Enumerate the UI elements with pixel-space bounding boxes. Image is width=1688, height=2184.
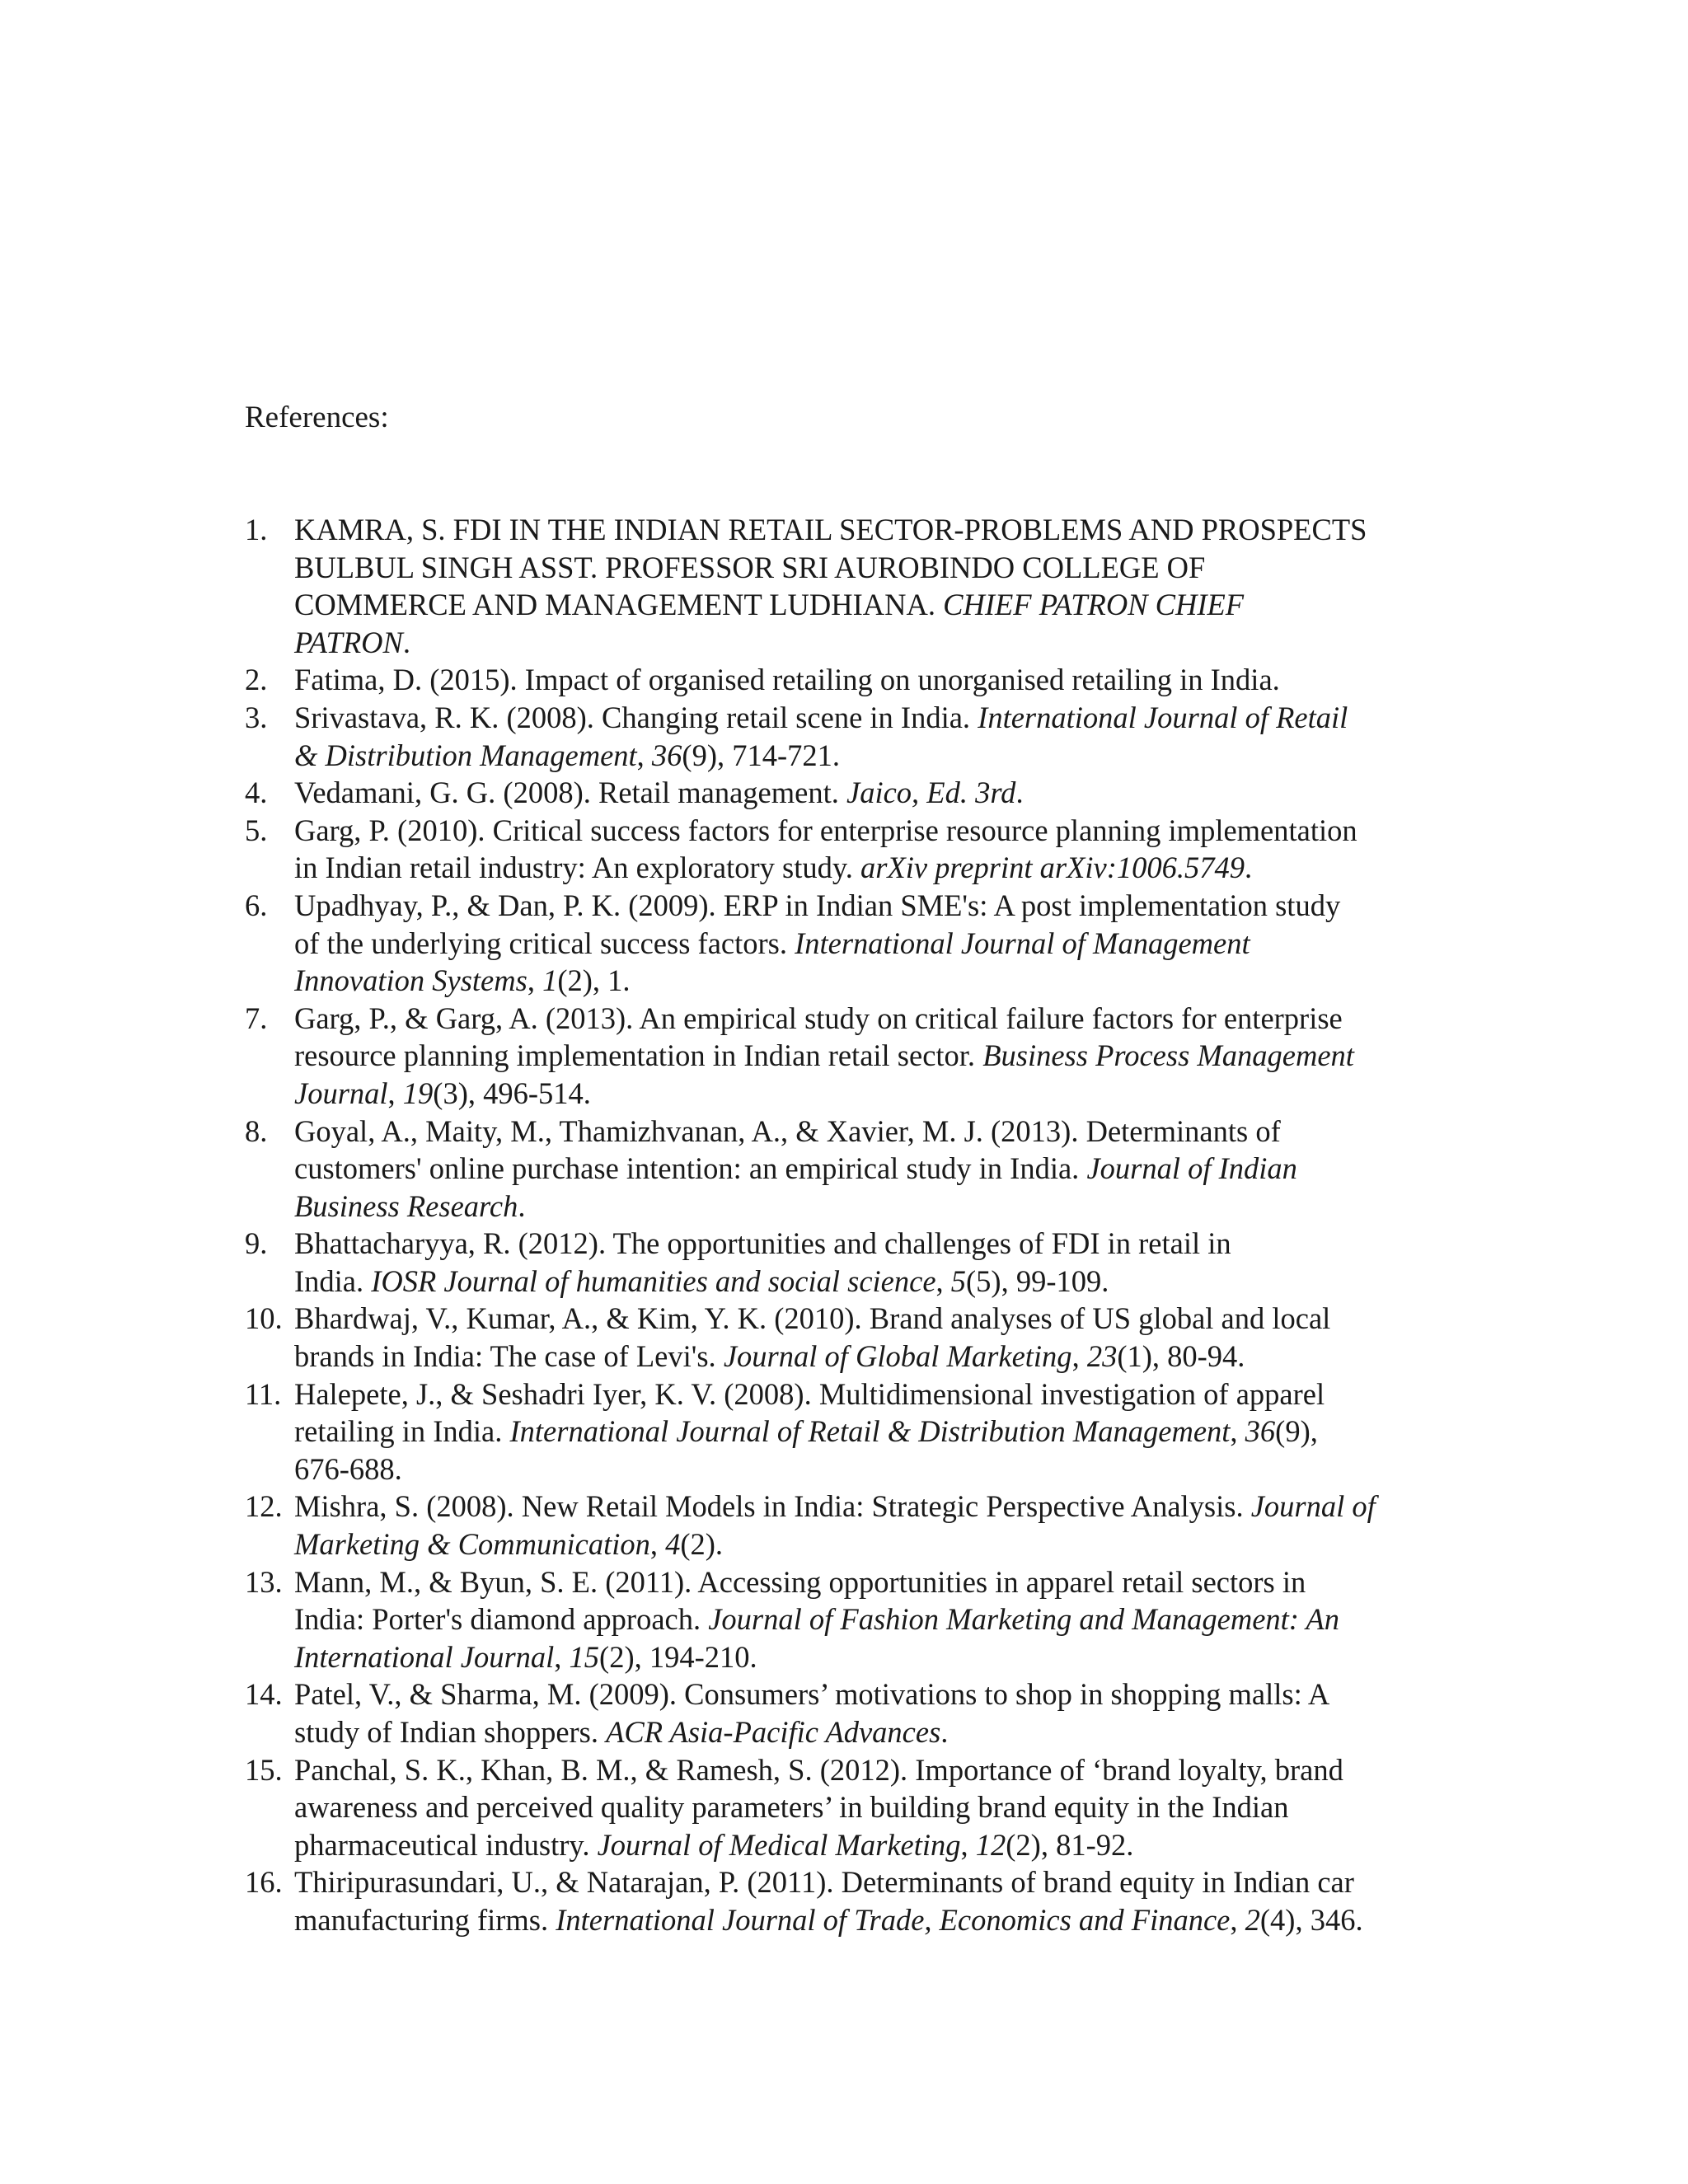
reference-line	[294, 1788, 1481, 1826]
reference-italic-text: 36	[651, 738, 682, 772]
reference-line	[294, 849, 1481, 887]
reference-number: 13.	[245, 1564, 283, 1599]
reference-line	[294, 1150, 1481, 1188]
reference-text: in Indian retail industry: An exploratory study.	[294, 851, 860, 885]
reference-text: (4), 346.	[1259, 1902, 1363, 1937]
reference-text: ,	[387, 1076, 403, 1110]
reference-text: of the underlying critical success factors.	[294, 926, 795, 960]
reference-italic-text: 15	[569, 1639, 600, 1674]
reference-text: Goyal, A., Maity, M., Thamizhvanan, A., & Xavier, M. J. (2013). Determinants of	[294, 1113, 1281, 1148]
reference-text: ,	[649, 1527, 666, 1562]
reference-italic-text: 2	[1245, 1902, 1260, 1937]
reference-text: .	[1244, 851, 1253, 885]
reference-italic-text: 19	[402, 1076, 434, 1110]
reference-text: Fatima, D. (2015). Impact of organised retailing on unorganised retailing in India.	[294, 663, 1280, 697]
reference-text: brands in India: The case of Levi's.	[294, 1339, 724, 1374]
reference-text: COMMERCE AND MANAGEMENT LUDHIANA.	[294, 588, 944, 622]
reference-text: Thiripurasundari, U., & Natarajan, P. (2011). Determinants of brand equity in Indian car	[294, 1865, 1354, 1900]
reference-text: (1), 80-94.	[1117, 1339, 1245, 1374]
reference-number: 4.	[245, 776, 268, 810]
reference-item	[245, 1751, 1481, 1864]
reference-text: .	[940, 1715, 949, 1749]
reference-italic-text: Journal of Fashion Marketing and Management: An	[708, 1602, 1339, 1637]
reference-line	[294, 1037, 1481, 1075]
reference-text: Mishra, S. (2008). New Retail Models in India: Strategic Perspective Analysis.	[294, 1489, 1251, 1524]
reference-line	[294, 511, 1481, 549]
reference-text: ,	[1071, 1339, 1087, 1374]
reference-item	[245, 699, 1481, 774]
reference-item	[245, 1225, 1481, 1300]
reference-italic-text: arXiv preprint arXiv:1006.5749	[860, 851, 1245, 885]
reference-line	[294, 1488, 1481, 1526]
reference-item	[245, 1863, 1481, 1938]
reference-italic-text: PATRON	[294, 625, 403, 659]
reference-number: 11.	[245, 1376, 282, 1411]
reference-line	[294, 1300, 1481, 1338]
reference-text: (9),	[1275, 1414, 1318, 1449]
reference-line	[294, 1563, 1481, 1601]
reference-line	[294, 1188, 1481, 1226]
reference-italic-text: CHIEF PATRON CHIEF	[943, 588, 1245, 622]
reference-text: .	[1015, 776, 1024, 810]
reference-item	[245, 1563, 1481, 1676]
reference-text: .	[402, 625, 410, 659]
reference-line	[294, 1901, 1481, 1939]
reference-list	[245, 511, 1481, 1939]
reference-text: ,	[960, 1827, 976, 1862]
reference-item	[245, 1300, 1481, 1375]
reference-number: 7.	[245, 1001, 268, 1035]
reference-italic-text: 5	[950, 1263, 967, 1298]
reference-number: 15.	[245, 1752, 283, 1787]
reference-italic-text: Jaico, Ed. 3rd	[846, 776, 1016, 810]
reference-italic-text: International Journal of Management	[795, 926, 1250, 960]
reference-item	[245, 1000, 1481, 1113]
reference-text: 676-688.	[294, 1451, 402, 1486]
reference-italic-text: & Distribution Management	[294, 738, 637, 772]
reference-text: (5), 99-109.	[966, 1263, 1109, 1298]
reference-line	[294, 1075, 1481, 1113]
reference-text: ,	[636, 738, 652, 772]
reference-item	[245, 887, 1481, 1000]
reference-text: ,	[1230, 1902, 1245, 1937]
reference-italic-text: Journal of	[1250, 1489, 1376, 1524]
reference-number: 8.	[245, 1113, 268, 1148]
reference-number: 9.	[245, 1226, 268, 1261]
reference-number: 12.	[245, 1489, 283, 1524]
reference-italic-text: ACR Asia-Pacific Advances	[606, 1715, 941, 1749]
reference-text: ,	[935, 1263, 951, 1298]
reference-number: 1.	[245, 513, 268, 546]
reference-text: Halepete, J., & Seshadri Iyer, K. V. (2008). Multidimensional investigation of apparel	[294, 1376, 1325, 1411]
reference-line	[294, 1713, 1481, 1751]
reference-line	[294, 774, 1481, 812]
reference-text: (3), 496-514.	[433, 1076, 591, 1110]
reference-line	[294, 1675, 1481, 1713]
reference-italic-text: International Journal of Trade, Economics and Finance	[556, 1902, 1231, 1937]
reference-line	[294, 962, 1481, 1000]
reference-text: Bhattacharyya, R. (2012). The opportunities and challenges of FDI in retail in	[294, 1226, 1231, 1261]
reference-text: (9), 714-721.	[682, 738, 841, 772]
reference-number: 5.	[245, 813, 268, 847]
reference-line	[294, 1751, 1481, 1789]
reference-text: KAMRA, S. FDI IN THE INDIAN RETAIL SECTOR-PROBLEMS AND PROSPECTS	[294, 513, 1367, 546]
reference-text: retailing in India.	[294, 1414, 510, 1449]
reference-italic-text: International Journal of Retail	[978, 700, 1348, 734]
reference-item	[245, 812, 1481, 887]
reference-line	[294, 1338, 1481, 1376]
reference-text: awareness and perceived quality parameters’ in building brand equity in the Indian	[294, 1790, 1289, 1825]
reference-text: Garg, P., & Garg, A. (2013). An empirical study on critical failure factors for enterprise	[294, 1001, 1343, 1035]
reference-item	[245, 1376, 1481, 1488]
reference-item	[245, 511, 1481, 661]
reference-text: Garg, P. (2010). Critical success factors for enterprise resource planning implementation	[294, 813, 1357, 847]
reference-line	[294, 1826, 1481, 1864]
reference-number: 2.	[245, 663, 268, 697]
reference-text: Upadhyay, P., & Dan, P. K. (2009). ERP in Indian SME's: A post implementation study	[294, 888, 1341, 922]
reference-line	[294, 1601, 1481, 1638]
reference-number: 3.	[245, 700, 268, 734]
reference-italic-text: International Journal of Retail & Distribution Management	[509, 1414, 1231, 1449]
reference-text: Mann, M., & Byun, S. E. (2011). Accessing opportunities in apparel retail sectors in	[294, 1564, 1306, 1599]
reference-line	[294, 737, 1481, 775]
reference-italic-text: Journal of Global Marketing	[723, 1339, 1072, 1374]
reference-italic-text: Business Process Management	[982, 1038, 1354, 1073]
reference-line	[294, 1638, 1481, 1676]
reference-italic-text: 4	[665, 1527, 681, 1562]
reference-text: (2), 194-210.	[599, 1639, 757, 1674]
reference-line	[294, 1225, 1481, 1263]
reference-italic-text: International Journal	[294, 1639, 555, 1674]
reference-italic-text: Business Research	[294, 1188, 518, 1223]
reference-item	[245, 1113, 1481, 1226]
reference-text: Panchal, S. K., Khan, B. M., & Ramesh, S. (2012). Importance of ‘brand loyalty, brand	[294, 1752, 1343, 1787]
reference-text: India.	[294, 1263, 372, 1298]
reference-line	[294, 925, 1481, 963]
reference-text: .	[518, 1188, 526, 1223]
reference-italic-text: 12	[975, 1827, 1006, 1862]
reference-item	[245, 774, 1481, 812]
reference-italic-text: IOSR Journal of humanities and social science	[371, 1263, 936, 1298]
reference-text: manufacturing firms.	[294, 1902, 556, 1937]
reference-text: pharmaceutical industry.	[294, 1827, 598, 1862]
reference-italic-text: Journal	[294, 1076, 388, 1110]
reference-text: resource planning implementation in Indian retail sector.	[294, 1038, 983, 1073]
reference-text: (2), 1.	[557, 963, 631, 998]
reference-number: 16.	[245, 1865, 283, 1900]
reference-line	[294, 1451, 1481, 1488]
reference-line	[294, 1376, 1481, 1413]
reference-line	[294, 624, 1481, 662]
reference-item	[245, 1675, 1481, 1750]
reference-number: 6.	[245, 888, 268, 922]
reference-italic-text: Journal of Indian	[1086, 1151, 1297, 1186]
reference-line	[294, 812, 1481, 850]
reference-text: customers' online purchase intention: an empirical study in India.	[294, 1151, 1087, 1186]
reference-italic-text: Innovation Systems	[294, 963, 528, 998]
reference-line	[294, 1863, 1481, 1901]
reference-line	[294, 1263, 1481, 1301]
reference-italic-text: 1	[542, 963, 558, 998]
reference-line	[294, 661, 1481, 699]
reference-line	[294, 1000, 1481, 1038]
reference-text: ,	[554, 1639, 570, 1674]
reference-italic-text: Marketing & Communication	[294, 1527, 650, 1562]
reference-number: 14.	[245, 1677, 283, 1712]
reference-item	[245, 661, 1481, 699]
reference-italic-text: 36	[1245, 1414, 1276, 1449]
reference-number: 10.	[245, 1301, 283, 1336]
reference-text: Vedamani, G. G. (2008). Retail management.	[294, 776, 846, 810]
reference-text: study of Indian shoppers.	[294, 1715, 607, 1749]
reference-italic-text: Journal of Medical Marketing	[597, 1827, 961, 1862]
reference-item	[245, 1488, 1481, 1563]
reference-text: BULBUL SINGH ASST. PROFESSOR SRI AUROBINDO COLLEGE OF	[294, 550, 1206, 584]
reference-text: (2), 81-92.	[1006, 1827, 1134, 1862]
reference-line	[294, 549, 1481, 587]
reference-text: Bhardwaj, V., Kumar, A., & Kim, Y. K. (2010). Brand analyses of US global and local	[294, 1301, 1331, 1336]
reference-line	[294, 586, 1481, 624]
reference-line	[294, 699, 1481, 737]
reference-text: India: Porter's diamond approach.	[294, 1602, 709, 1637]
references-heading: References:	[245, 401, 389, 434]
reference-line	[294, 887, 1481, 925]
reference-text: ,	[1230, 1414, 1245, 1449]
reference-text: Srivastava, R. K. (2008). Changing retail scene in India.	[294, 700, 978, 734]
reference-line	[294, 1526, 1481, 1563]
reference-text: Patel, V., & Sharma, M. (2009). Consumers’ motivations to shop in shopping malls: A	[294, 1677, 1330, 1712]
reference-italic-text: 23	[1086, 1339, 1118, 1374]
reference-line	[294, 1413, 1481, 1451]
reference-text: (2).	[680, 1527, 724, 1562]
reference-line	[294, 1113, 1481, 1151]
reference-text: ,	[527, 963, 543, 998]
